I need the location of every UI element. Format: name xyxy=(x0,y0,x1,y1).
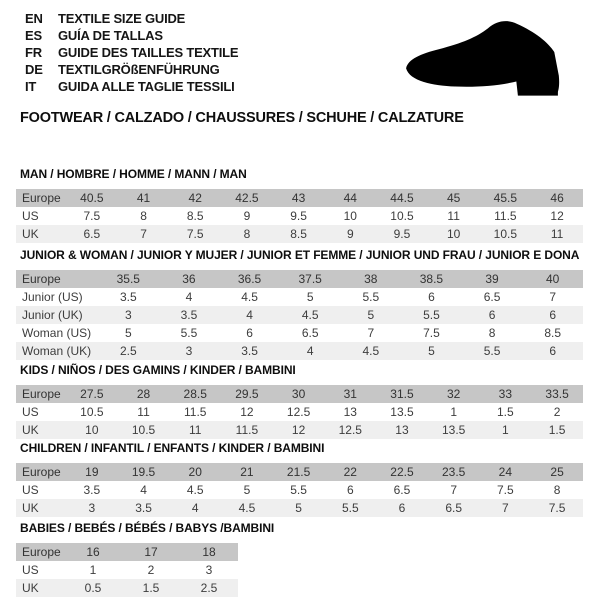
table-row xyxy=(16,342,583,360)
table-row xyxy=(16,421,583,439)
language-row xyxy=(25,10,238,27)
size-cell: 5.5 xyxy=(324,499,376,517)
language-code: DE xyxy=(25,62,43,77)
size-cell: 13 xyxy=(376,421,428,439)
table-row xyxy=(16,288,583,306)
size-cell: 45 xyxy=(428,189,480,207)
size-cell: 29.5 xyxy=(221,385,273,403)
size-cell: 3.5 xyxy=(119,290,137,304)
table-row xyxy=(16,324,583,342)
size-cell: 13 xyxy=(343,405,357,419)
language-row xyxy=(25,78,238,95)
size-cell: 5.5 xyxy=(362,290,380,304)
section-kids xyxy=(16,364,583,439)
size-cell: 31 xyxy=(324,385,376,403)
size-cell: 8 xyxy=(553,483,561,497)
size-cell: 44.5 xyxy=(376,189,428,207)
size-cell: 4 xyxy=(140,483,147,497)
size-cell: 6 xyxy=(522,306,583,324)
size-cell: 3.5 xyxy=(219,342,280,360)
language-code: ES xyxy=(25,28,42,43)
size-cell: 2.5 xyxy=(180,579,238,597)
size-cell: 3 xyxy=(205,563,213,577)
section-title-junior-woman: JUNIOR & WOMAN / JUNIOR Y MUJER / JUNIOR ET FEMME / JUNIOR UND FRAU / JUNIOR E DONA xyxy=(20,248,580,262)
row-label: UK xyxy=(16,499,66,517)
language-label: GUÍA DE TALLAS xyxy=(58,28,163,43)
size-cell: 2 xyxy=(147,563,155,577)
table-row xyxy=(16,385,583,403)
table-row xyxy=(16,463,583,481)
size-cell: 28.5 xyxy=(169,385,221,403)
row-label: Europe xyxy=(16,463,66,481)
size-cell: 42 xyxy=(169,189,221,207)
row-label: Europe xyxy=(16,543,64,561)
size-cell: 10.5 xyxy=(480,225,532,243)
size-cell: 40 xyxy=(522,270,583,288)
size-cell: 5 xyxy=(306,290,314,304)
size-cell: 22.5 xyxy=(376,463,428,481)
size-table-junior-woman xyxy=(16,270,583,360)
row-label: US xyxy=(22,209,39,223)
language-code: IT xyxy=(25,79,37,94)
size-cell: 20 xyxy=(169,463,221,481)
row-label: US xyxy=(22,563,39,577)
size-cell: 6 xyxy=(428,290,435,304)
size-cell: 0.5 xyxy=(64,579,122,597)
table-row xyxy=(16,189,583,207)
size-cell: 1.5 xyxy=(122,579,180,597)
size-cell: 17 xyxy=(122,543,180,561)
size-cell: 5.5 xyxy=(401,306,462,324)
size-table-man xyxy=(16,189,583,243)
size-cell: 5.5 xyxy=(290,483,307,497)
size-cell: 3.5 xyxy=(159,306,220,324)
size-cell: 11.5 xyxy=(183,405,207,419)
size-cell: 6 xyxy=(346,483,354,497)
size-cell: 39 xyxy=(462,270,523,288)
size-cell: 4.5 xyxy=(186,483,204,497)
section-title-babies: BABIES / BEBÉS / BÉBÉS / BABYS /BAMBINI xyxy=(20,521,275,535)
size-cell: 3.5 xyxy=(118,499,170,517)
size-cell: 12.5 xyxy=(324,421,376,439)
size-cell: 4.5 xyxy=(280,306,341,324)
size-cell: 21 xyxy=(221,463,273,481)
size-cell: 13.5 xyxy=(390,405,414,419)
size-cell: 7.5 xyxy=(531,499,583,517)
size-cell: 10.5 xyxy=(80,405,104,419)
size-cell: 11 xyxy=(447,209,460,223)
size-cell: 6 xyxy=(522,342,583,360)
size-cell: 1.5 xyxy=(497,405,514,419)
size-cell: 6.5 xyxy=(301,326,319,340)
size-cell: 38.5 xyxy=(401,270,462,288)
language-label: TEXTILGRÖßENFÜHRUNG xyxy=(58,62,220,77)
row-label: UK xyxy=(16,421,66,439)
size-cell: 3 xyxy=(159,342,220,360)
size-table-children xyxy=(16,463,583,517)
language-code: FR xyxy=(25,45,42,60)
size-cell: 22 xyxy=(324,463,376,481)
size-cell: 12.5 xyxy=(286,405,311,419)
size-cell: 8 xyxy=(488,326,496,340)
size-cell: 40.5 xyxy=(66,189,118,207)
row-label: Junior (US) xyxy=(22,290,83,304)
table-row xyxy=(16,543,238,561)
size-cell: 11 xyxy=(531,225,583,243)
section-babies xyxy=(16,522,274,597)
size-cell: 5 xyxy=(401,342,462,360)
size-cell: 37.5 xyxy=(280,270,341,288)
section-title-man: MAN / HOMBRE / HOMME / MANN / MAN xyxy=(20,167,247,181)
size-cell: 7 xyxy=(118,225,170,243)
row-label: US xyxy=(22,483,39,497)
size-cell: 4 xyxy=(169,499,221,517)
row-label: Europe xyxy=(16,385,66,403)
section-title-kids: KIDS / NIÑOS / DES GAMINS / KINDER / BAMBINI xyxy=(20,363,296,377)
size-cell: 1 xyxy=(450,405,457,419)
size-cell: 9 xyxy=(324,225,376,243)
size-cell: 2.5 xyxy=(98,342,159,360)
size-cell: 7 xyxy=(367,326,375,340)
language-label: GUIDA ALLE TAGLIE TESSILI xyxy=(58,79,235,94)
size-cell: 5.5 xyxy=(462,342,523,360)
size-cell: 9.5 xyxy=(290,209,307,223)
size-cell: 5.5 xyxy=(180,326,198,340)
language-label: GUIDE DES TAILLES TEXTILE xyxy=(58,45,239,60)
size-cell: 4.5 xyxy=(221,499,273,517)
size-cell: 18 xyxy=(180,543,238,561)
size-cell: 6 xyxy=(462,306,523,324)
language-code: EN xyxy=(25,11,43,26)
size-cell: 12 xyxy=(273,421,325,439)
size-cell: 6 xyxy=(246,326,253,340)
size-cell: 11.5 xyxy=(494,209,517,223)
size-cell: 21.5 xyxy=(273,463,325,481)
size-cell: 27.5 xyxy=(66,385,118,403)
size-cell: 6.5 xyxy=(66,225,118,243)
table-row xyxy=(16,561,238,579)
row-label: Woman (UK) xyxy=(16,342,98,360)
size-cell: 32 xyxy=(428,385,480,403)
size-cell: 7.5 xyxy=(423,326,440,340)
category-heading: FOOTWEAR / CALZADO / CHAUSSURES / SCHUHE / CALZATURE xyxy=(20,110,464,126)
size-cell: 41 xyxy=(118,189,170,207)
table-row xyxy=(16,207,583,225)
size-cell: 11 xyxy=(169,421,221,439)
size-cell: 38 xyxy=(341,270,402,288)
size-cell: 1 xyxy=(480,421,532,439)
size-cell: 3.5 xyxy=(83,483,101,497)
row-label: Europe xyxy=(16,189,66,207)
section-title-children: CHILDREN / INFANTIL / ENFANTS / KINDER / BAMBINI xyxy=(20,441,325,455)
size-table-kids xyxy=(16,385,583,439)
size-cell: 6.5 xyxy=(428,499,480,517)
size-cell: 10 xyxy=(428,225,480,243)
size-cell: 9.5 xyxy=(376,225,428,243)
size-cell: 7 xyxy=(450,483,457,497)
size-cell: 42.5 xyxy=(221,189,273,207)
size-cell: 5 xyxy=(341,306,402,324)
size-cell: 1 xyxy=(89,563,97,577)
size-cell: 43 xyxy=(273,189,325,207)
table-row xyxy=(16,270,583,288)
size-cell: 7.5 xyxy=(497,483,514,497)
size-cell: 8.5 xyxy=(186,209,204,223)
size-cell: 7 xyxy=(549,290,557,304)
table-row xyxy=(16,481,583,499)
size-cell: 31.5 xyxy=(376,385,428,403)
size-cell: 46 xyxy=(531,189,583,207)
size-cell: 44 xyxy=(324,189,376,207)
section-children xyxy=(16,442,583,517)
size-cell: 3 xyxy=(66,499,118,517)
size-cell: 13.5 xyxy=(428,421,480,439)
shoe-icon xyxy=(386,12,588,112)
size-cell: 16 xyxy=(64,543,122,561)
size-cell: 3 xyxy=(98,306,159,324)
table-row xyxy=(16,225,583,243)
size-cell: 6.5 xyxy=(393,483,411,497)
table-row xyxy=(16,499,583,517)
size-cell: 11.5 xyxy=(221,421,273,439)
language-label: TEXTILE SIZE GUIDE xyxy=(58,11,186,26)
size-cell: 19 xyxy=(66,463,118,481)
language-list xyxy=(25,10,238,95)
size-cell: 7.5 xyxy=(169,225,221,243)
row-label: Junior (UK) xyxy=(16,306,98,324)
row-label: US xyxy=(22,405,39,419)
size-cell: 33.5 xyxy=(531,385,583,403)
size-cell: 8.5 xyxy=(273,225,325,243)
size-cell: 30 xyxy=(273,385,325,403)
size-table-babies xyxy=(16,543,238,597)
size-cell: 10 xyxy=(66,421,118,439)
size-cell: 36 xyxy=(159,270,220,288)
language-row xyxy=(25,27,238,44)
size-cell: 25 xyxy=(531,463,583,481)
size-cell: 11 xyxy=(137,405,150,419)
row-label: UK xyxy=(16,225,66,243)
size-cell: 4.5 xyxy=(341,342,402,360)
size-cell: 4.5 xyxy=(241,290,258,304)
size-cell: 35.5 xyxy=(98,270,159,288)
size-cell: 36.5 xyxy=(219,270,280,288)
size-cell: 8 xyxy=(140,209,147,223)
size-cell: 4 xyxy=(219,306,280,324)
size-cell: 12 xyxy=(240,405,254,419)
size-cell: 7.5 xyxy=(83,209,101,223)
size-cell: 10.5 xyxy=(118,421,170,439)
size-cell: 5 xyxy=(273,499,325,517)
table-row xyxy=(16,579,238,597)
size-cell: 4 xyxy=(280,342,341,360)
size-cell: 8.5 xyxy=(544,326,562,340)
size-cell: 28 xyxy=(118,385,170,403)
size-cell: 5 xyxy=(124,326,132,340)
size-cell: 4 xyxy=(185,290,193,304)
size-cell: 7 xyxy=(480,499,532,517)
size-cell: 8 xyxy=(221,225,273,243)
size-cell: 23.5 xyxy=(428,463,480,481)
size-cell: 33 xyxy=(480,385,532,403)
size-cell: 9 xyxy=(243,209,251,223)
size-cell: 10 xyxy=(343,209,357,223)
table-row xyxy=(16,306,583,324)
size-cell: 10.5 xyxy=(390,209,414,223)
size-cell: 1.5 xyxy=(531,421,583,439)
language-row xyxy=(25,61,238,78)
row-label: UK xyxy=(16,579,64,597)
size-cell: 12 xyxy=(550,209,564,223)
size-cell: 2 xyxy=(553,405,561,419)
table-row xyxy=(16,403,583,421)
size-cell: 6 xyxy=(376,499,428,517)
size-cell: 19.5 xyxy=(118,463,170,481)
language-row xyxy=(25,44,238,61)
section-man xyxy=(16,168,583,243)
row-label: Woman (US) xyxy=(22,326,92,340)
size-cell: 5 xyxy=(243,483,251,497)
size-cell: 24 xyxy=(480,463,532,481)
section-junior-woman xyxy=(16,249,583,360)
size-cell: 6.5 xyxy=(483,290,501,304)
row-label: Europe xyxy=(16,270,98,288)
size-cell: 45.5 xyxy=(480,189,532,207)
